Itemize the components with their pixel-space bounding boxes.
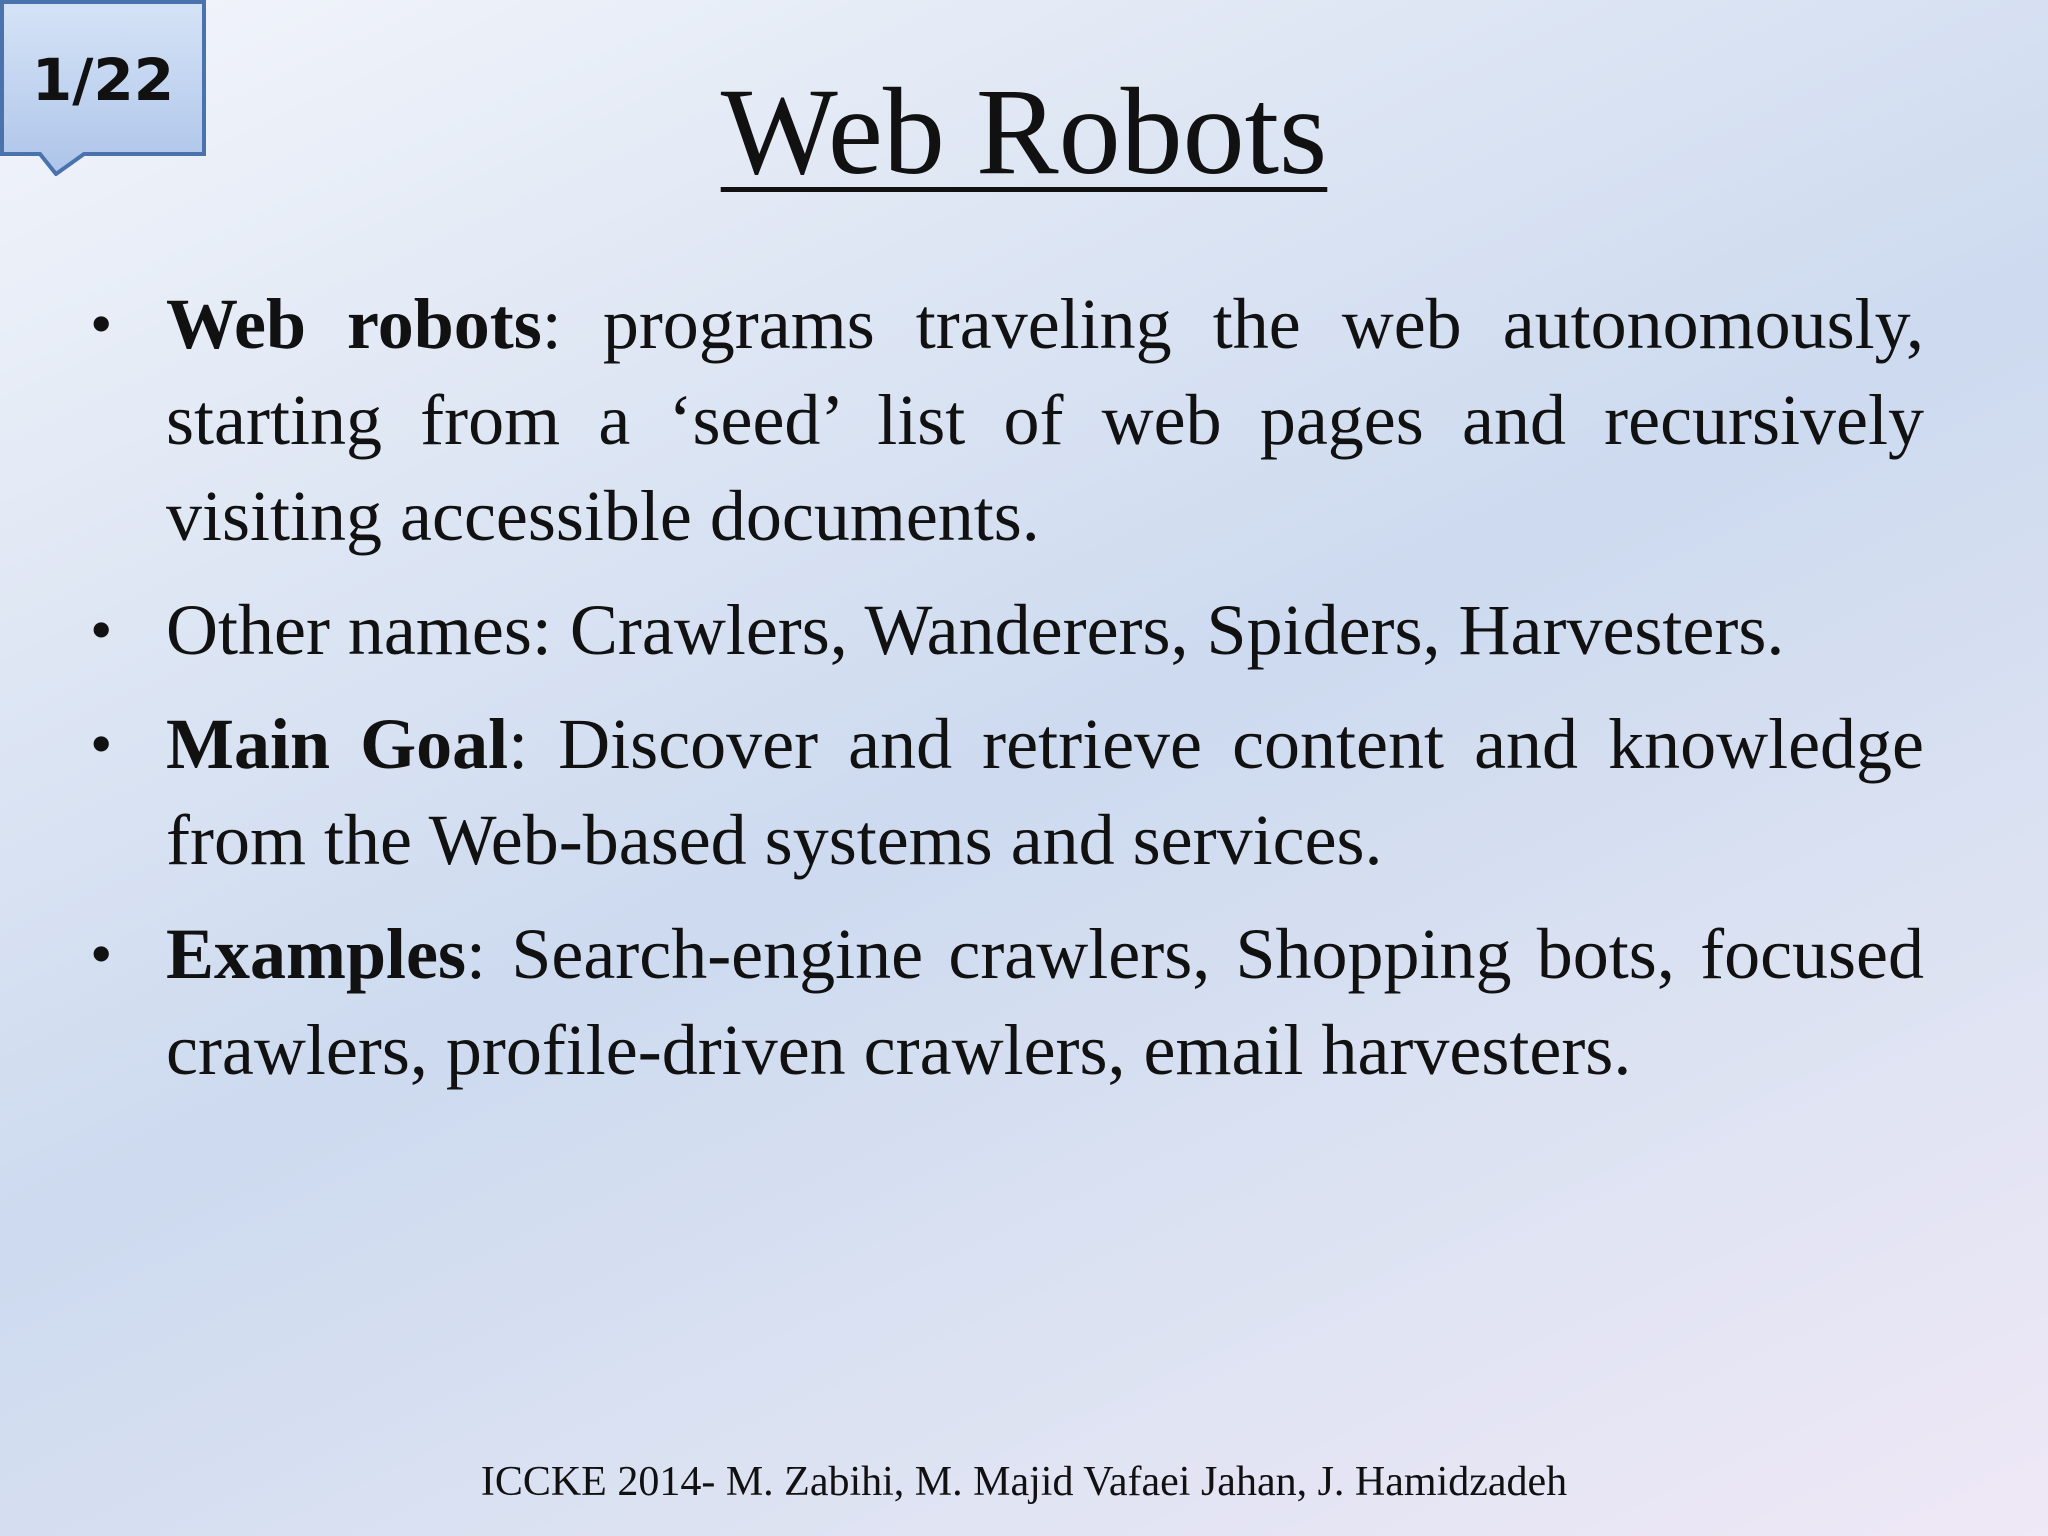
bullet-other-names: [166, 582, 1924, 678]
bullet-main-goal: [166, 696, 1924, 888]
bullet-text: programs traveling the web autonomously, starting from a ‘seed’ list of web pages and recursively visiting accessible documents.: [166, 284, 1924, 556]
slide-title: [0, 64, 2048, 200]
bullet-term: Web robots: [166, 284, 542, 364]
bullet-separator: :: [466, 914, 487, 994]
bullet-separator: :: [541, 284, 562, 364]
bullet-text: Discover and retrieve content and knowledge from the Web-based systems and services.: [166, 704, 1925, 880]
bullet-separator: :: [508, 704, 529, 784]
bullet-term: Examples: [166, 914, 467, 994]
bullet-text: Other names: Crawlers, Wanderers, Spiders, Harvesters.: [166, 590, 1785, 670]
bullet-term: Main Goal: [166, 704, 509, 784]
bullet-text: Search-engine crawlers, Shopping bots, focused crawlers, profile-driven crawlers, email harvesters.: [166, 914, 1924, 1090]
slide-title-text: Web Robots: [720, 63, 1328, 200]
slide-footer: ICCKE 2014- M. Zabihi, M. Majid Vafaei Jahan, J. Hamidzadeh: [480, 1459, 1568, 1505]
slide-number: 1/22: [31, 46, 175, 114]
bullet-list: [166, 276, 1924, 1116]
bullet-web-robots: [166, 276, 1924, 564]
bullet-examples: [166, 906, 1924, 1098]
